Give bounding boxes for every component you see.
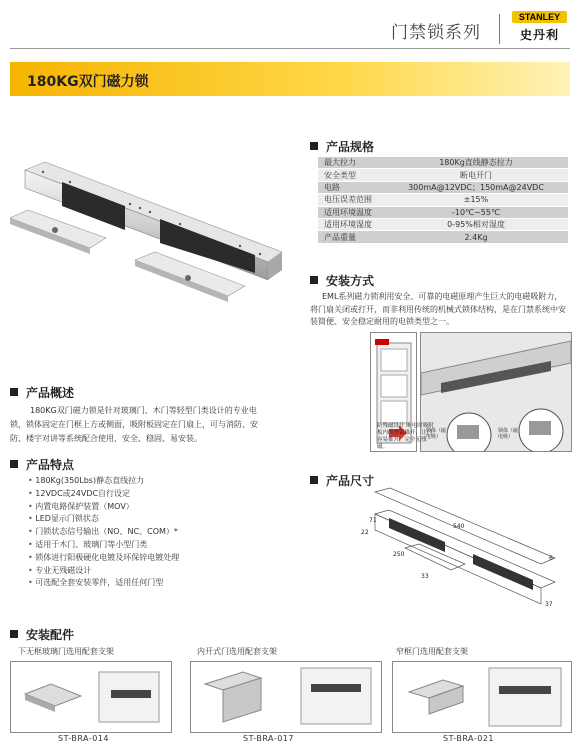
feature-item: • 180Kg(350Lbs)静态直线拉力 [28,475,268,488]
series-title: 门禁锁系列 [391,23,481,43]
feature-item: • 适用于木门、玻璃门等小型门类 [28,539,268,552]
dim-label-33: 33 [421,573,429,580]
dimension-drawing [355,486,570,616]
product-photo [10,160,300,320]
install-text: EML系列磁力锁利用安全、可靠的电磁原理产生巨大的电磁吸附力，将门扇关闭或打开，而非利用传统的机械式锁体结构，是在门禁系统中安装简便、安全稳定耐用的电锁类型之一。 [310,292,566,326]
accessory-3-code: ST-BRA-021 [443,734,495,743]
spec-table [318,157,568,244]
spec-value: 断电开门 [384,169,568,181]
features-heading-text: 产品特点 [26,458,75,472]
spec-value: 2.4Kg [384,231,568,243]
spec-key: 最大拉力 [318,157,384,169]
spec-row [318,194,568,206]
bullet-square-icon [310,142,318,150]
spec-value: 180Kg直线静态拉力 [384,157,568,169]
accessory-2-image [190,661,382,733]
spec-value: 0-95%相对湿度 [384,218,568,230]
product-title: 180KG双门磁力锁 [27,74,149,90]
header-divider [499,14,500,44]
dim-label-540: 540 [453,523,465,530]
stanley-logo [512,11,567,45]
dims-heading-text: 产品尺寸 [326,474,375,488]
callout-lock-body-2: 锁体（磁电吸） [498,428,519,440]
spec-key: 安全类型 [318,169,384,181]
bullet-square-icon [10,460,18,468]
features-list [28,475,268,590]
features-heading [10,456,74,473]
title-banner [10,62,570,96]
feature-item: • 可选配全套安装零件，适用任何门型 [28,577,268,590]
dim-label-250: 250 [393,551,405,558]
spec-row [318,181,568,193]
spec-key: 产品重量 [318,231,384,243]
spec-heading-text: 产品规格 [326,140,375,154]
feature-item: • 锁体进行阳极硬化电镀及环保锌电镀处理 [28,552,268,565]
accessory-2-caption: 内开式门选用配套支架 [197,647,277,656]
accessory-1-code: ST-BRA-014 [58,734,110,743]
spec-key: 适用环境湿度 [318,218,384,230]
spec-row [318,157,568,169]
bullet-square-icon [310,476,318,484]
dim-label-22: 22 [361,529,369,536]
anti-residual-note: 防残磁设计 断电时吸附板内的弹簧推开，让门容易推开，完全无残磁。 [377,423,434,450]
spec-heading [310,138,374,155]
feature-item: • 12VDC或24VDC自行设定 [28,488,268,501]
callout-lock-body-1: 锁体（磁电吸） [426,428,447,440]
accessories-heading-text: 安装配件 [26,628,75,642]
header-rule [10,48,570,49]
feature-item: • 门锁状态信号输出（NO、NC、COM）* [28,526,268,539]
spec-row [318,218,568,230]
accessory-2-code: ST-BRA-017 [243,734,295,743]
spec-value: ±15% [384,194,568,206]
bullet-square-icon [10,630,18,638]
install-heading-text: 安装方式 [326,274,375,288]
logo-en: STANLEY [512,11,567,23]
feature-item: • LED显示门锁状态 [28,513,268,526]
lock-body-top [25,162,282,262]
lock-outline-top [375,510,555,588]
overview-text: 180KG双门磁力锁是针对玻璃门、木门等轻型门类设计的专业电锁，锁体固定在门框上方或侧面，吸附板固定在门扇上，可与消防、安防、楼宇对讲等系统配合使用，安全、稳固、易安装。 [10,406,258,443]
spec-value: 300mA@12VDC；150mA@24VDC [384,181,568,193]
spec-row [318,231,568,243]
bullet-square-icon [10,388,18,396]
spec-row [318,206,568,218]
spec-key: 电压误差范围 [318,194,384,206]
bullet-square-icon [310,276,318,284]
dim-label-37: 37 [545,601,553,608]
accessory-1-caption: 下无框玻璃门选用配套支架 [18,647,114,656]
overview-heading [10,384,74,401]
accessory-1-image [10,661,172,733]
spec-value: -10℃~55℃ [384,206,568,218]
dim-label-71: 71 [369,517,377,524]
feature-item: • 内置电路保护装置（MOV） [28,501,268,514]
logo-cn: 史丹利 [519,28,559,42]
spec-key: 适用环境温度 [318,206,384,218]
accessories-heading [10,626,74,643]
dim-label-6: 6 [549,555,553,562]
spec-key: 电路 [318,181,384,193]
feature-item: • 专业无残磁设计 [28,565,268,578]
install-heading [310,272,374,289]
accessory-3-caption: 窄框门选用配套支架 [396,647,468,656]
magnet-drawing-left [389,518,445,552]
spec-row [318,169,568,181]
accessory-3-image [392,661,572,733]
overview-heading-text: 产品概述 [26,386,75,400]
